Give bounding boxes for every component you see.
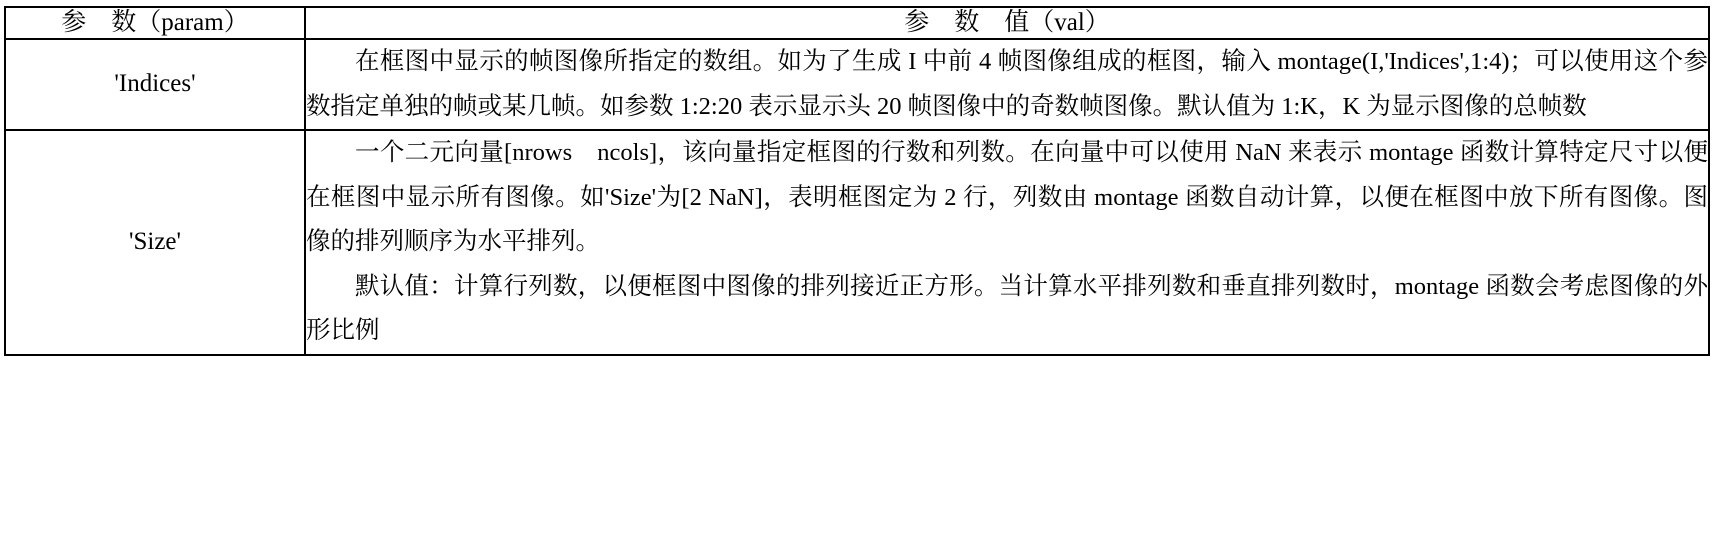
- parameter-table: [4, 6, 1710, 356]
- header-param: 参 数（param）: [5, 7, 305, 39]
- table-header-row: [5, 7, 1709, 39]
- param-value-size: [305, 130, 1709, 355]
- paragraph: 一个二元向量[nrows ncols]，该向量指定框图的行数和列数。在向量中可以使用 NaN 来表示 montage 函数计算特定尺寸以便在框图中显示所有图像。如'Size'为[2 NaN]，表明框图定为 2 行，列数由 montage 函数自动计算，以便在框图中放下所有图像。图像的排列顺序为水平排列。: [306, 139, 1708, 256]
- param-name-size: 'Size': [5, 130, 305, 355]
- param-value-indices: [305, 39, 1709, 130]
- table-row: [5, 130, 1709, 355]
- header-value: 参 数 值（val）: [305, 7, 1709, 39]
- document-page: [0, 6, 1712, 555]
- paragraph: 在框图中显示的帧图像所指定的数组。如为了生成 I 中前 4 帧图像组成的框图，输入 montage(I,'Indices',1:4)；可以使用这个参数指定单独的帧或某几帧。如参数 1:2:20 表示显示头 20 帧图像中的奇数帧图像。默认值为 1:K，K 为显示图像的总帧数: [306, 48, 1708, 120]
- table-row: [5, 39, 1709, 130]
- param-name-indices: 'Indices': [5, 39, 305, 130]
- paragraph: 默认值：计算行列数，以便框图中图像的排列接近正方形。当计算水平排列数和垂直排列数时，montage 函数会考虑图像的外形比例: [306, 272, 1708, 345]
